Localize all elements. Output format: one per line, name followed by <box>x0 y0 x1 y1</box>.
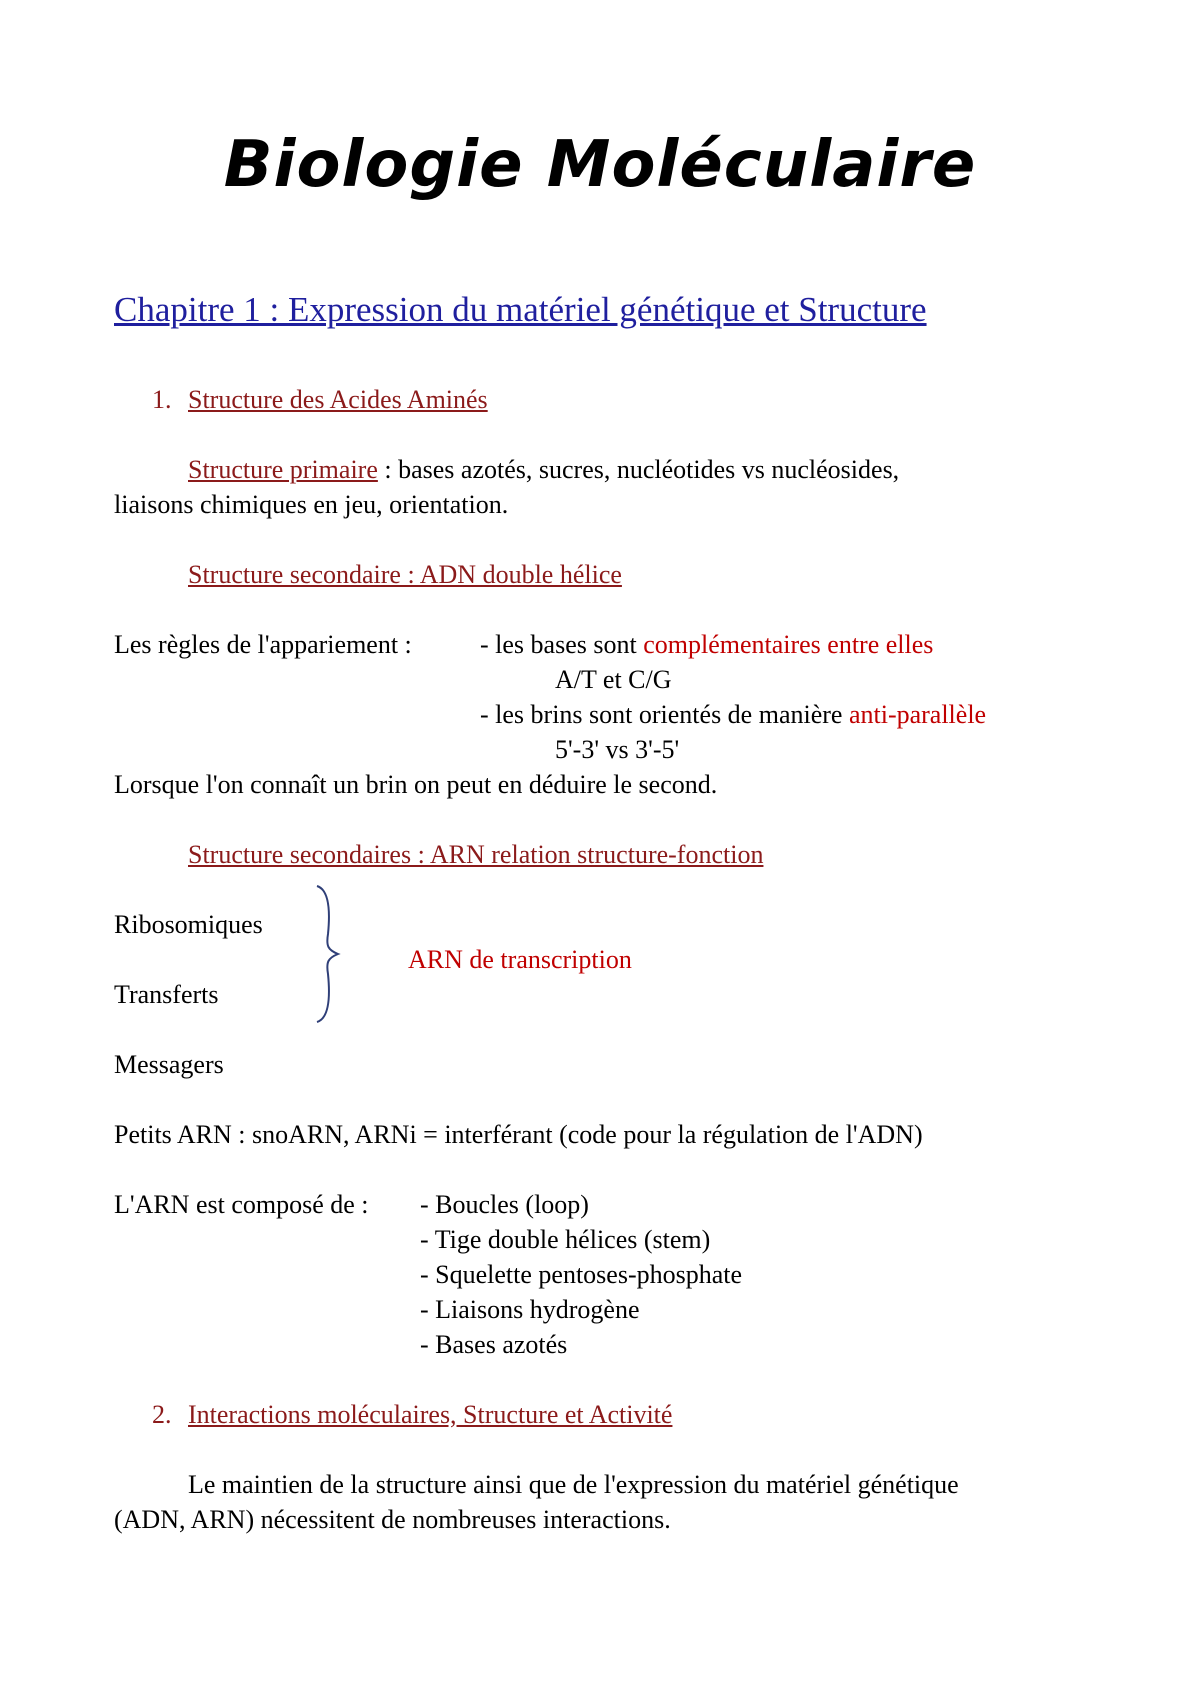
section-2-label: Interactions moléculaires, Structure et Activité <box>188 1400 673 1429</box>
rule-2-highlight: anti-parallèle <box>848 700 987 729</box>
rule-2-example: 5'-3' vs 3'-5' <box>555 735 680 764</box>
secondary-arn-heading: Structure secondaires : ARN relation structure-fonction <box>188 840 764 869</box>
primary-structure-label: Structure primaire <box>188 455 378 484</box>
section-2-number: 2. <box>152 1400 172 1429</box>
maintien-line-2: (ADN, ARN) nécessitent de nombreuses interactions. <box>114 1505 671 1534</box>
composition-item: - Bases azotés <box>420 1330 568 1359</box>
section-1-label: Structure des Acides Aminés <box>188 385 488 414</box>
composition-item: - Tige double hélices (stem) <box>420 1225 711 1254</box>
rule-2-text: - les brins sont orientés de manière <box>480 700 849 729</box>
arn-ribosomiques: Ribosomiques <box>114 910 263 939</box>
composition-item: - Boucles (loop) <box>420 1190 589 1219</box>
maintien-line-1: Le maintien de la structure ainsi que de l'expression du matériel génétique <box>188 1470 959 1499</box>
rule-1-text: - les bases sont <box>480 630 644 659</box>
primary-structure-text-2: liaisons chimiques en jeu, orientation. <box>114 490 509 519</box>
secondary-adn-heading: Structure secondaire : ADN double hélice <box>188 560 622 589</box>
rule-1-highlight: complémentaires entre elles <box>643 630 934 659</box>
composition-item: - Squelette pentoses-phosphate <box>420 1260 743 1289</box>
section-2-heading <box>152 1400 672 1430</box>
arn-messagers: Messagers <box>114 1050 224 1079</box>
rule-1 <box>480 630 933 660</box>
primary-structure-line <box>188 455 899 485</box>
section-1-heading <box>152 385 488 415</box>
composition-intro: L'ARN est composé de : <box>114 1190 369 1219</box>
arn-brace-label: ARN de transcription <box>408 945 632 974</box>
composition-item: - Liaisons hydrogène <box>420 1295 640 1324</box>
primary-structure-text: : bases azotés, sucres, nucléotides vs nucléosides, <box>377 455 900 484</box>
chapter-heading: Chapitre 1 : Expression du matériel génétique et Structure <box>114 290 927 329</box>
rule-1-example: A/T et C/G <box>555 665 672 694</box>
arn-transferts: Transferts <box>114 980 219 1009</box>
rules-intro: Les règles de l'appariement : <box>114 630 412 659</box>
rules-conclusion: Lorsque l'on connaît un brin on peut en déduire le second. <box>114 770 718 799</box>
rule-2 <box>480 700 986 730</box>
petits-arn: Petits ARN : snoARN, ARNi = interférant (code pour la régulation de l'ADN) <box>114 1120 923 1149</box>
section-1-number: 1. <box>152 385 172 414</box>
curly-brace-icon <box>312 884 342 1024</box>
document-title: Biologie Moléculaire <box>223 128 977 202</box>
